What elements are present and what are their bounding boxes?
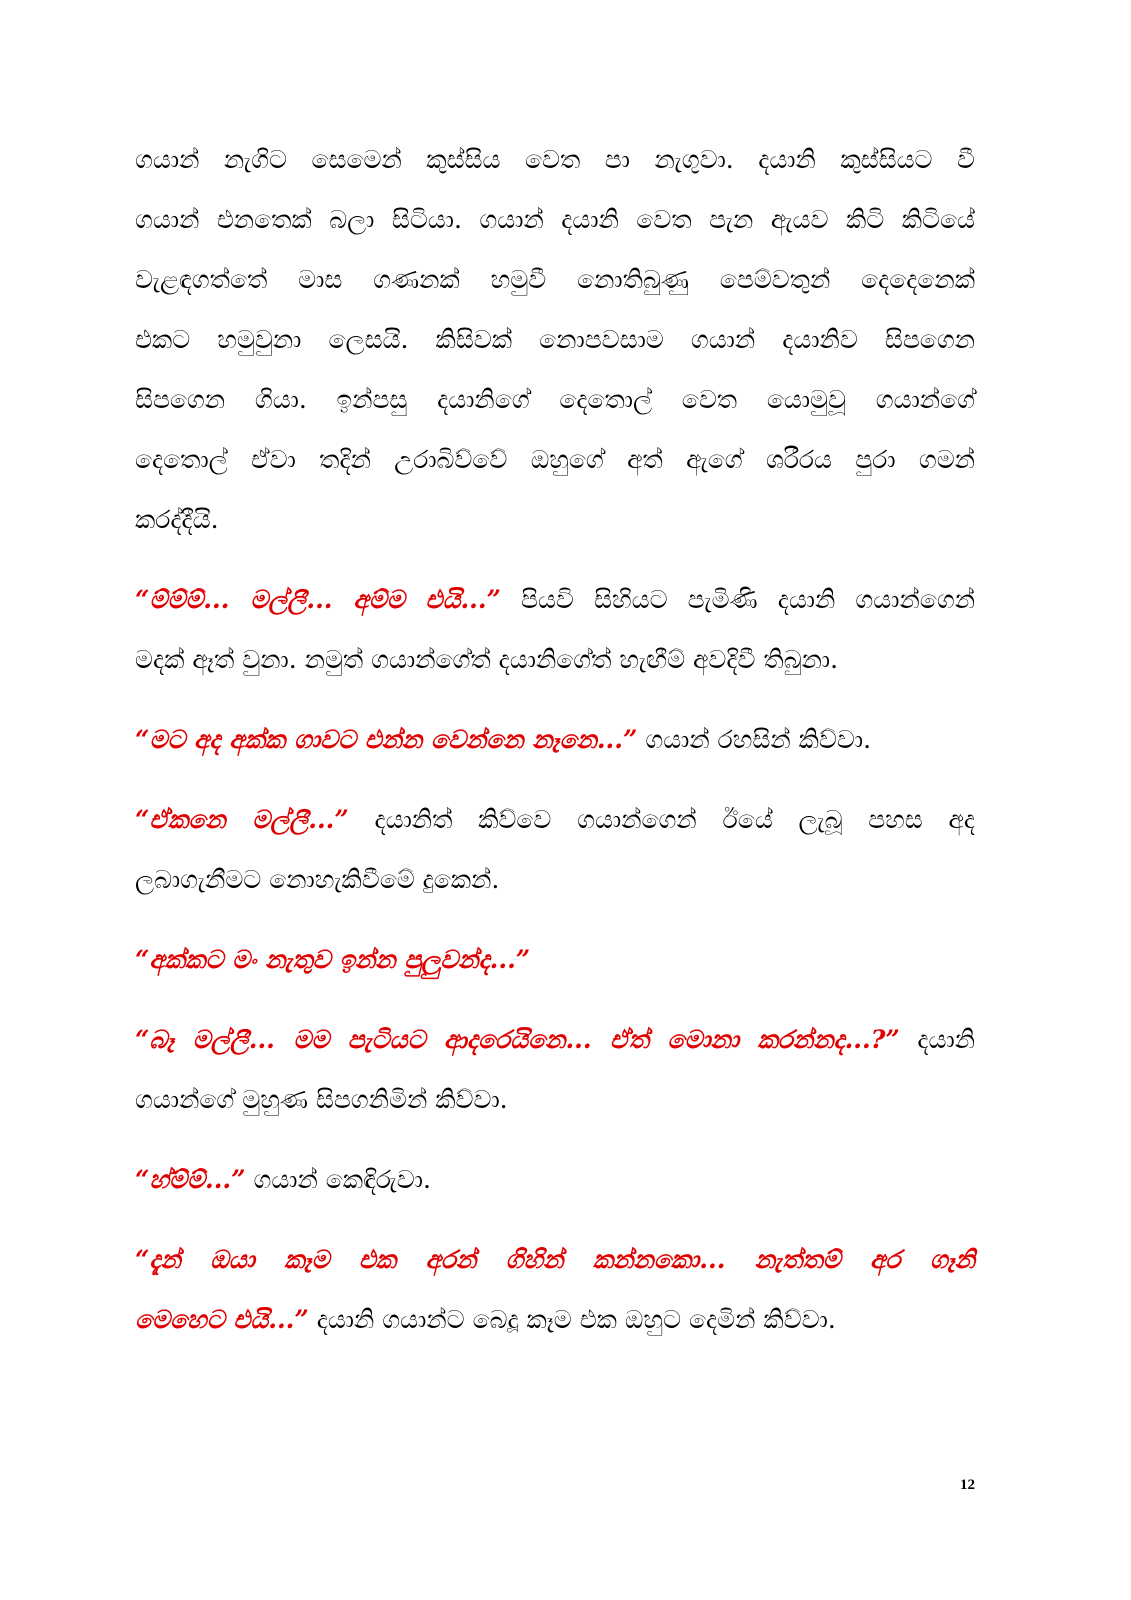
narration-text: ගයාන් රහසින් කිව්වා. xyxy=(645,725,872,754)
narration-text: සිපගෙන ගියා. ඉන්පසු දයානිගේ දෙතොල් වෙත යොමුවූ ගයාන්ගේ xyxy=(135,385,975,414)
narration-text: එකට හමුවුනා ලෙසයි. කිසිවක් නොපවසාම ගයාන් දයානිව සිපගෙන xyxy=(135,325,975,354)
text-line xyxy=(135,430,975,490)
narration-text: දයානි xyxy=(917,1025,975,1054)
text-line xyxy=(135,490,975,550)
dialogue-text: “බෑ මල්ලී... මම පැටියට ආදරෙයිනෙ... ඒත් මොනා කරන්නද...?” xyxy=(135,1025,900,1054)
dialogue-text: “දැන් ඔයා කෑම එක අරන් ගිහින් කන්නකො... නැත්තම් අර ගෑනි xyxy=(135,1245,975,1274)
text-line xyxy=(135,190,975,250)
dialogue-text: “ඒකනෙ මල්ලී...” xyxy=(135,805,349,834)
narration-text: ගයාන් නැගිට සෙමෙන් කුස්සිය වෙත පා නැගුවා. දයානි කුස්සියට වී xyxy=(135,145,975,174)
narration-text: දයානි ගයාන්ට බෙදූ කෑම එක ඔහුට දෙමින් කිව්වා. xyxy=(316,1305,836,1334)
text-line xyxy=(135,570,975,630)
narration-text: ලබාගැනීමට නොහැකිවීමේ දුකෙන්. xyxy=(135,865,500,894)
narration-text: වැළඳගත්තේ මාස ගණනක් හමුවී නොතිබුණු පෙම්වතුන් දෙදෙනෙක් xyxy=(135,265,975,294)
text-line xyxy=(135,1150,975,1210)
narration-text: මදක් ඈත් වුනා. නමුත් ගයාන්ගේත් දයානිගේත් හැඟීම් අවදිවී තිබුනා. xyxy=(135,645,839,674)
dialogue-text: මෙහෙට එයි...” xyxy=(135,1305,309,1334)
dialogue-paragraph xyxy=(135,570,975,690)
dialogue-text: “ම්ම්ම්... මල්ලී... අම්ම එයි...” xyxy=(135,585,501,614)
narration-text: දෙතොල් ඒවා තදින් උරාබිව්වේ ඔහුගේ අත් ඇගේ ශරීරය පුරා ගමන් xyxy=(135,445,975,474)
text-line xyxy=(135,1010,975,1070)
narration-text: කරද්දීයි. xyxy=(135,505,219,534)
text-line xyxy=(135,310,975,370)
narration-text: ගයාන්ගේ මුහුණ සිපගනිමින් කිව්වා. xyxy=(135,1085,508,1114)
text-line xyxy=(135,130,975,190)
dialogue-paragraph xyxy=(135,930,975,990)
narration-text: දයානිත් කිව්වෙ ගයාන්ගෙන් ඊයේ ලැබූ පහස අද xyxy=(374,805,975,834)
text-line xyxy=(135,250,975,310)
text-line xyxy=(135,850,975,910)
dialogue-paragraph xyxy=(135,790,975,910)
text-line xyxy=(135,1070,975,1130)
narration-text: පියවි සිහියට පැමිණි දයානි ගයාන්ගෙන් xyxy=(521,585,975,614)
text-line xyxy=(135,630,975,690)
text-line xyxy=(135,790,975,850)
dialogue-paragraph xyxy=(135,1010,975,1130)
text-line xyxy=(135,1230,975,1290)
dialogue-text: “මට අද අක්ක ගාවට එන්න වෙන්නෙ නෑනෙ...” xyxy=(135,725,638,754)
story-text xyxy=(135,130,975,1370)
dialogue-text: “හ්ම්ම්...” xyxy=(135,1165,246,1194)
page-number: 12 xyxy=(960,1477,975,1493)
dialogue-text: “අක්කට මං නැතුව ඉන්න පුලුවන්ද...” xyxy=(135,945,531,974)
narration-text: ගයාන් කෙඳිරුවා. xyxy=(253,1165,431,1194)
narration-paragraph xyxy=(135,130,975,550)
dialogue-paragraph xyxy=(135,1230,975,1350)
text-line xyxy=(135,710,975,770)
dialogue-paragraph xyxy=(135,1150,975,1210)
text-line xyxy=(135,930,975,990)
text-line xyxy=(135,1290,975,1350)
text-line xyxy=(135,370,975,430)
narration-text: ගයාන් එනතෙක් බලා සිටියා. ගයාන් දයානි වෙත පැන ඇයව කිටි කිටියේ xyxy=(135,205,975,234)
dialogue-paragraph xyxy=(135,710,975,770)
